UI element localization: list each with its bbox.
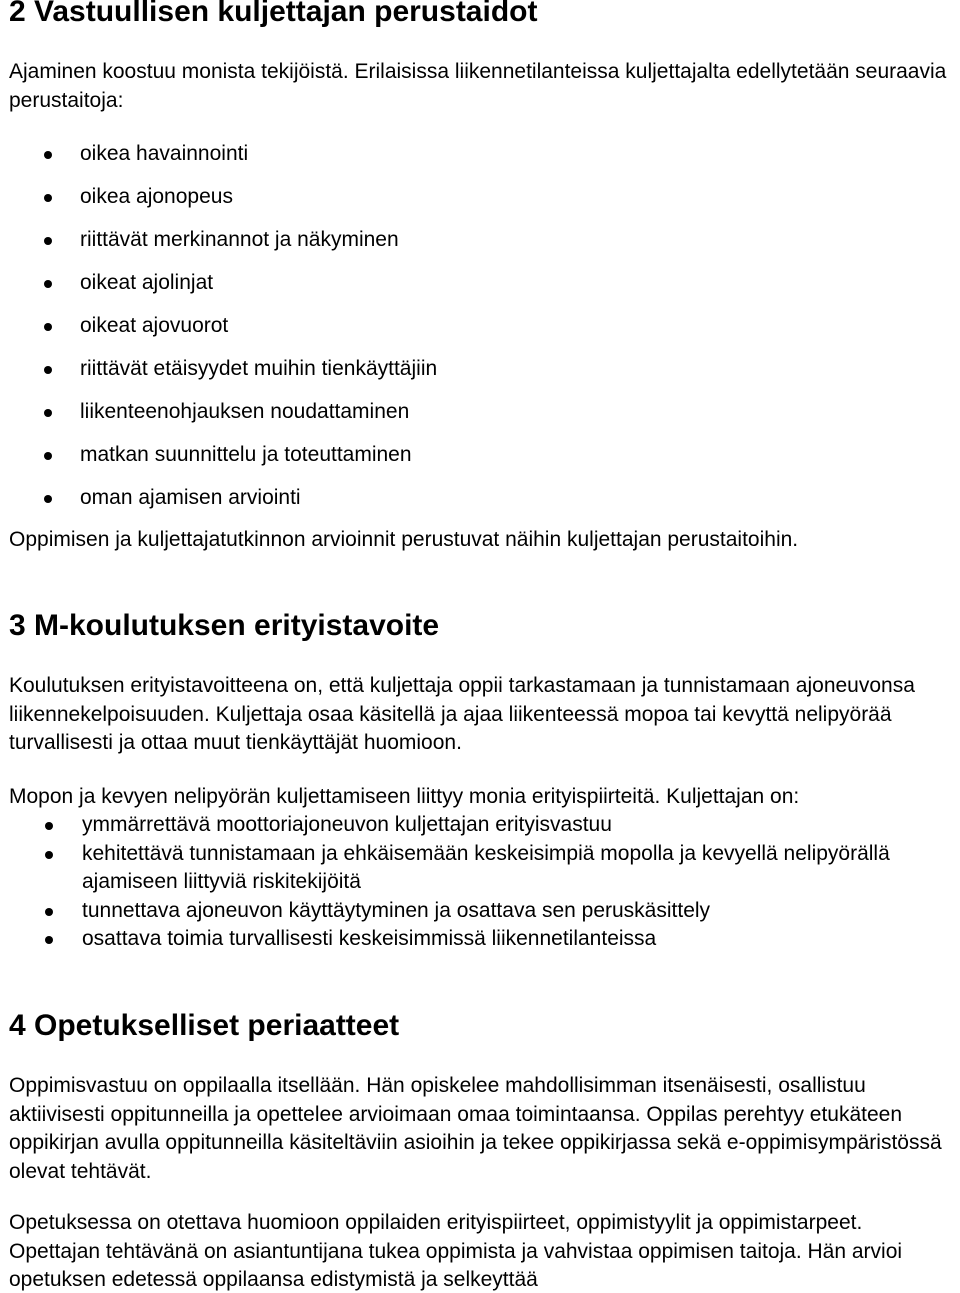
section-4-paragraph-2: Opetuksessa on otettava huomioon oppilaiden erityispiirteet, oppimistyylit ja oppimistarpeet. Opettajan tehtävänä on asiantuntijana tukea oppimista ja vahvistaa oppimisen taitoja. Hän arvioi opetuksen edetessä oppilaansa edistymistä ja selkeyttää [9, 1211, 903, 1291]
section-2-intro: Ajaminen koostuu monista tekijöistä. Erilaisissa liikennetilanteissa kuljettajalta edellytetään seuraavia perustaitoja: [9, 60, 947, 112]
list-item: osattava toimia turvallisesti keskeisimmissä liikennetilanteissa [0, 925, 940, 954]
section-3-heading: 3 M-koulutuksen erityistavoite [9, 609, 440, 642]
list-item: oikea havainnointi [0, 140, 437, 183]
section-3-paragraph-2: Mopon ja kevyen nelipyörän kuljettamiseen liittyy monia erityispiirteitä. Kuljettajan on: [9, 785, 800, 808]
section-2-heading: 2 Vastuullisen kuljettajan perustaidot [9, 0, 538, 28]
list-item: oikeat ajolinjat [0, 269, 437, 312]
bullet-icon [45, 851, 53, 859]
section-4-heading: 4 Opetukselliset periaatteet [9, 1009, 400, 1042]
bullet-icon [44, 194, 52, 202]
list-item: riittävät etäisyydet muihin tienkäyttäjiin [0, 355, 437, 398]
bullet-icon [45, 822, 53, 830]
section-2-closing: Oppimisen ja kuljettajatutkinnon arvioinnit perustuvat näihin kuljettajan perustaitoihin. [9, 528, 799, 551]
bullet-icon [44, 366, 52, 374]
list-item: oman ajamisen arviointi [0, 484, 437, 527]
bullet-icon [45, 936, 53, 944]
bullet-icon [44, 409, 52, 417]
list-item: ymmärrettävä moottoriajoneuvon kuljettajan erityisvastuu [0, 811, 940, 840]
bullet-icon [44, 452, 52, 460]
section-4-paragraph-1: Oppimisvastuu on oppilaalla itsellään. Hän opiskelee mahdollisimman itsenäisesti, osallistuu aktiivisesti oppitunneilla ja opettelee arvioimaan omaa toimintaansa. Oppilas perehtyy etukäteen oppikirjan avulla oppitunneilla käsiteltäviin asioihin ja tekee oppikirjassa sekä e-oppimisympäristössä olevat tehtävät. [9, 1074, 942, 1183]
list-item: liikenteenohjauksen noudattaminen [0, 398, 437, 441]
bullet-icon [44, 280, 52, 288]
bullet-icon [44, 151, 52, 159]
driver-requirements-list [0, 811, 940, 954]
list-item: matkan suunnittelu ja toteuttaminen [0, 441, 437, 484]
bullet-icon [44, 495, 52, 503]
bullet-icon [44, 323, 52, 331]
section-3-paragraph-1: Koulutuksen erityistavoitteena on, että kuljettaja oppii tarkastamaan ja tunnistamaan ajoneuvonsa liikennekelpoisuuden. Kuljettaja osaa käsitellä ja ajaa liikenteessä mopoa tai kevyttä nelipyörää turvallisesti ja ottaa muut tienkäyttäjät huomioon. [9, 674, 915, 754]
list-item: tunnettava ajoneuvon käyttäytyminen ja osattava sen peruskäsittely [0, 897, 940, 926]
list-item: riittävät merkinannot ja näkyminen [0, 226, 437, 269]
list-item: oikeat ajovuorot [0, 312, 437, 355]
basic-skills-list [0, 140, 437, 527]
bullet-icon [44, 237, 52, 245]
list-item: kehitettävä tunnistamaan ja ehkäisemään keskeisimpiä mopolla ja kevyellä nelipyörällä ajamiseen liittyviä riskitekijöitä [0, 840, 940, 897]
list-item: oikea ajonopeus [0, 183, 437, 226]
bullet-icon [45, 908, 53, 916]
